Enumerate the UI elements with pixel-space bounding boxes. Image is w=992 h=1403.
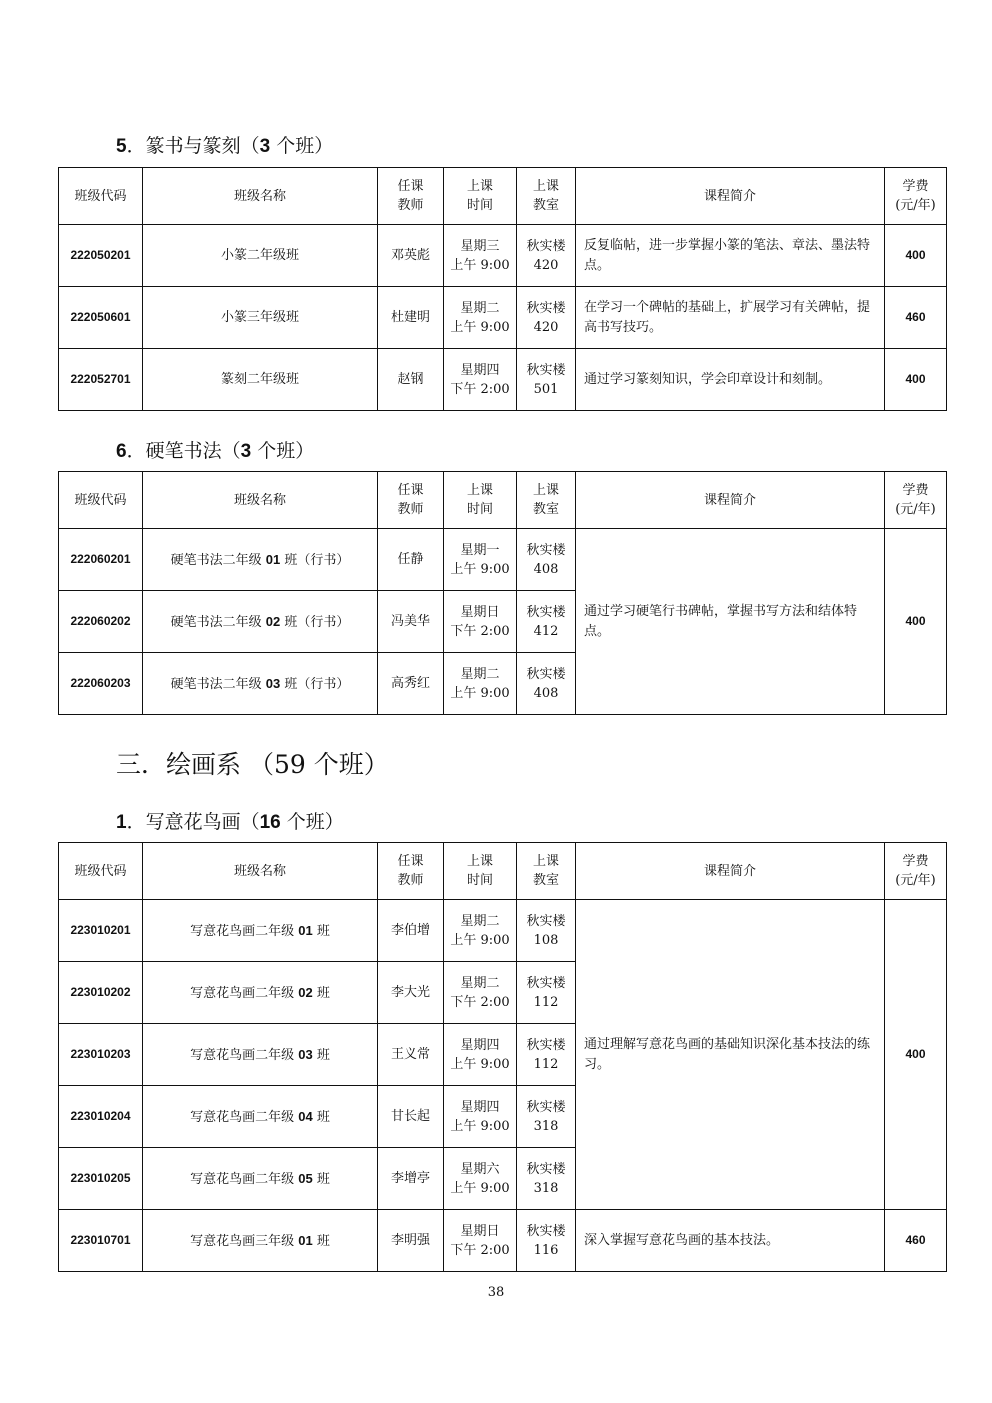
course-intro: 通过学习篆刻知识，学会印章设计和刻制。 (576, 349, 885, 411)
table-header-row (59, 472, 947, 529)
class-time: 星期一 上午 9:00 (444, 529, 517, 591)
class-name: 写意花鸟画三年级 01 班 (143, 1210, 378, 1272)
class-code: 222060202 (59, 591, 143, 653)
section-heading-freehand-flower-bird: 1．写意花鸟画（16 个班） (116, 811, 344, 833)
teacher: 杜建明 (378, 287, 444, 349)
class-time: 星期六 上午 9:00 (444, 1148, 517, 1210)
header-teacher: 任课 教师 (378, 472, 444, 529)
table-row (59, 1210, 947, 1272)
class-name: 写意花鸟画二年级 05 班 (143, 1148, 378, 1210)
class-time: 星期二 上午 9:00 (444, 287, 517, 349)
header-time: 上课 时间 (444, 472, 517, 529)
teacher: 甘长起 (378, 1086, 444, 1148)
header-intro: 课程简介 (576, 843, 885, 900)
header-time: 上课 时间 (444, 843, 517, 900)
header-teacher: 任课 教师 (378, 168, 444, 225)
class-time: 星期二 上午 9:00 (444, 900, 517, 962)
class-code: 223010203 (59, 1024, 143, 1086)
fee: 400 (885, 349, 947, 411)
class-name: 写意花鸟画二年级 04 班 (143, 1086, 378, 1148)
class-code: 223010201 (59, 900, 143, 962)
teacher: 李伯增 (378, 900, 444, 962)
teacher: 邓英彪 (378, 225, 444, 287)
classroom: 秋实楼 108 (517, 900, 576, 962)
table-header-row (59, 843, 947, 900)
course-intro: 通过学习硬笔行书碑帖，掌握书写方法和结体特点。 (576, 529, 885, 715)
table-header-row (59, 168, 947, 225)
class-name: 写意花鸟画二年级 01 班 (143, 900, 378, 962)
header-fee: 学费 (元/年) (885, 472, 947, 529)
course-intro: 深入掌握写意花鸟画的基本技法。 (576, 1210, 885, 1272)
class-name: 写意花鸟画二年级 03 班 (143, 1024, 378, 1086)
class-time: 星期四 下午 2:00 (444, 349, 517, 411)
classroom: 秋实楼 112 (517, 1024, 576, 1086)
fee: 400 (885, 900, 947, 1210)
header-fee: 学费 (元/年) (885, 168, 947, 225)
class-code: 223010701 (59, 1210, 143, 1272)
table-row (59, 225, 947, 287)
fee: 400 (885, 529, 947, 715)
fee: 460 (885, 1210, 947, 1272)
table-row (59, 529, 947, 591)
header-code: 班级代码 (59, 168, 143, 225)
fee: 460 (885, 287, 947, 349)
classroom: 秋实楼 408 (517, 529, 576, 591)
header-name: 班级名称 (143, 843, 378, 900)
classroom: 秋实楼 116 (517, 1210, 576, 1272)
classroom: 秋实楼 318 (517, 1148, 576, 1210)
header-intro: 课程简介 (576, 472, 885, 529)
classroom: 秋实楼 420 (517, 225, 576, 287)
class-code: 223010205 (59, 1148, 143, 1210)
fee: 400 (885, 225, 947, 287)
table-seal-script (58, 167, 947, 411)
table-row (59, 900, 947, 962)
class-code: 222052701 (59, 349, 143, 411)
header-room: 上课 教室 (517, 843, 576, 900)
teacher: 任静 (378, 529, 444, 591)
class-time: 星期二 下午 2:00 (444, 962, 517, 1024)
class-time: 星期日 下午 2:00 (444, 1210, 517, 1272)
teacher: 李增亭 (378, 1148, 444, 1210)
classroom: 秋实楼 501 (517, 349, 576, 411)
teacher: 赵钢 (378, 349, 444, 411)
page-number: 38 (487, 1285, 505, 1300)
classroom: 秋实楼 318 (517, 1086, 576, 1148)
department-heading: 三．绘画系 （59 个班） (116, 750, 389, 779)
class-time: 星期四 上午 9:00 (444, 1024, 517, 1086)
classroom: 秋实楼 420 (517, 287, 576, 349)
course-intro: 反复临帖，进一步掌握小篆的笔法、章法、墨法特点。 (576, 225, 885, 287)
table-freehand-flower-bird (58, 842, 947, 1272)
table-row (59, 287, 947, 349)
classroom: 秋实楼 412 (517, 591, 576, 653)
class-time: 星期二 上午 9:00 (444, 653, 517, 715)
class-code: 222060201 (59, 529, 143, 591)
section-heading-seal-script: 5．篆书与篆刻（3 个班） (116, 135, 334, 157)
table-row (59, 349, 947, 411)
class-time: 星期三 上午 9:00 (444, 225, 517, 287)
header-code: 班级代码 (59, 843, 143, 900)
teacher: 冯美华 (378, 591, 444, 653)
header-name: 班级名称 (143, 168, 378, 225)
class-time: 星期日 下午 2:00 (444, 591, 517, 653)
course-intro: 通过理解写意花鸟画的基础知识深化基本技法的练习。 (576, 900, 885, 1210)
teacher: 高秀红 (378, 653, 444, 715)
class-name: 硬笔书法二年级 02 班（行书） (143, 591, 378, 653)
class-code: 222050201 (59, 225, 143, 287)
course-intro: 在学习一个碑帖的基础上，扩展学习有关碑帖，提高书写技巧。 (576, 287, 885, 349)
classroom: 秋实楼 112 (517, 962, 576, 1024)
header-room: 上课 教室 (517, 168, 576, 225)
teacher: 王义常 (378, 1024, 444, 1086)
header-code: 班级代码 (59, 472, 143, 529)
class-name: 写意花鸟画二年级 02 班 (143, 962, 378, 1024)
class-code: 223010202 (59, 962, 143, 1024)
teacher: 李大光 (378, 962, 444, 1024)
header-intro: 课程简介 (576, 168, 885, 225)
header-room: 上课 教室 (517, 472, 576, 529)
section-heading-hard-pen: 6．硬笔书法（3 个班） (116, 440, 315, 462)
class-name: 小篆二年级班 (143, 225, 378, 287)
class-name: 小篆三年级班 (143, 287, 378, 349)
table-hard-pen (58, 471, 947, 715)
header-time: 上课 时间 (444, 168, 517, 225)
class-code: 223010204 (59, 1086, 143, 1148)
class-code: 222060203 (59, 653, 143, 715)
header-teacher: 任课 教师 (378, 843, 444, 900)
class-name: 篆刻二年级班 (143, 349, 378, 411)
class-code: 222050601 (59, 287, 143, 349)
classroom: 秋实楼 408 (517, 653, 576, 715)
header-name: 班级名称 (143, 472, 378, 529)
teacher: 李明强 (378, 1210, 444, 1272)
header-fee: 学费 (元/年) (885, 843, 947, 900)
class-name: 硬笔书法二年级 01 班（行书） (143, 529, 378, 591)
class-time: 星期四 上午 9:00 (444, 1086, 517, 1148)
class-name: 硬笔书法二年级 03 班（行书） (143, 653, 378, 715)
